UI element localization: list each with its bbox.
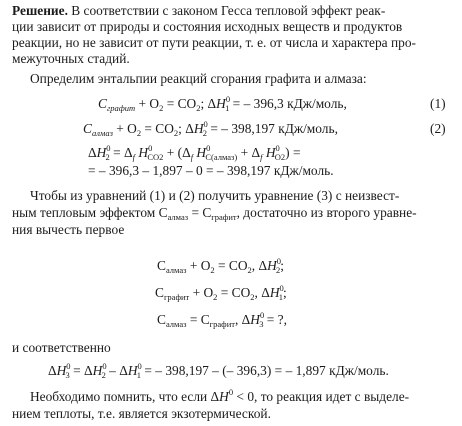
p4-text: и соответственно — [12, 340, 111, 355]
equation-1: $C_{графит} + O_2 = CO_2$; $\Delta H^0_1$ = – 396,3 кДж/моль, — [98, 94, 347, 113]
intro-line-1: Решение. В соответствии с законом Гесса тепловой эффект реак- — [12, 3, 386, 18]
p5-line-1: Необходимо помнить, что если $\Delta H^0 < 0$, то реакция идет с выделе- — [30, 387, 410, 404]
equation-3-line-2: = – 396,3 – 1,897 – 0 = – 398,197 кДж/моль. — [88, 163, 334, 178]
system-row-2: $С_{графит} + O_2 = CO_2$, $\Delta H^0_1$; — [155, 283, 287, 302]
equation-3-line-1: $\Delta H^0_2 = \Delta_f$ $H^0_{CO2} + (\Delta_f$ $H^0_{C(алмаз)} + \Delta_f$ $H^0_{O2}$) = — [88, 143, 301, 162]
equation-2-number: (2) — [430, 121, 446, 136]
intro-line-2: ции зависит от природы и состояния исходных веществ и продуктов — [12, 19, 403, 34]
intro-line-3: реакции, но не зависит от пути реакции, т. е. от числа и характера про- — [12, 35, 416, 50]
solution-label: Решение. — [12, 3, 68, 18]
intro-line-4: межуточных стадий. — [12, 51, 130, 66]
p3-line-2: ным тепловым эффектом $С_{алмаз} = С_{графит}$, достаточно из второго уравне- — [12, 205, 417, 222]
p5-line-2: нием теплоты, т.е. является экзотермической. — [12, 406, 271, 421]
system-row-1: $С_{алмаз} + O_2 = CO_2$, $\Delta H^0_2$; — [157, 256, 284, 275]
equation-1-number: (1) — [430, 96, 446, 111]
enthalpy-intro: Определим энтальпии реакций сгорания графита и алмаза: — [30, 71, 367, 86]
p3-line-3: ния вычесть первое — [12, 222, 125, 237]
p3-line-1: Чтобы из уравнений (1) и (2) получить уравнение (3) с неизвест- — [30, 188, 400, 203]
equation-4: $\Delta H^0_3 = \Delta H^0_2 - \Delta H^0_1$ = – 398,197 – (– 396,3) = – 1,897 кДж/моль. — [48, 361, 389, 380]
system-row-3: $С_{алмаз} = С_{графит}$, $\Delta H^0_3$ = ?, — [157, 310, 287, 329]
equation-2: $C_{алмаз} + O_2 = CO_2$; $\Delta H^0_2$ = – 398,197 кДж/моль, — [83, 119, 338, 138]
